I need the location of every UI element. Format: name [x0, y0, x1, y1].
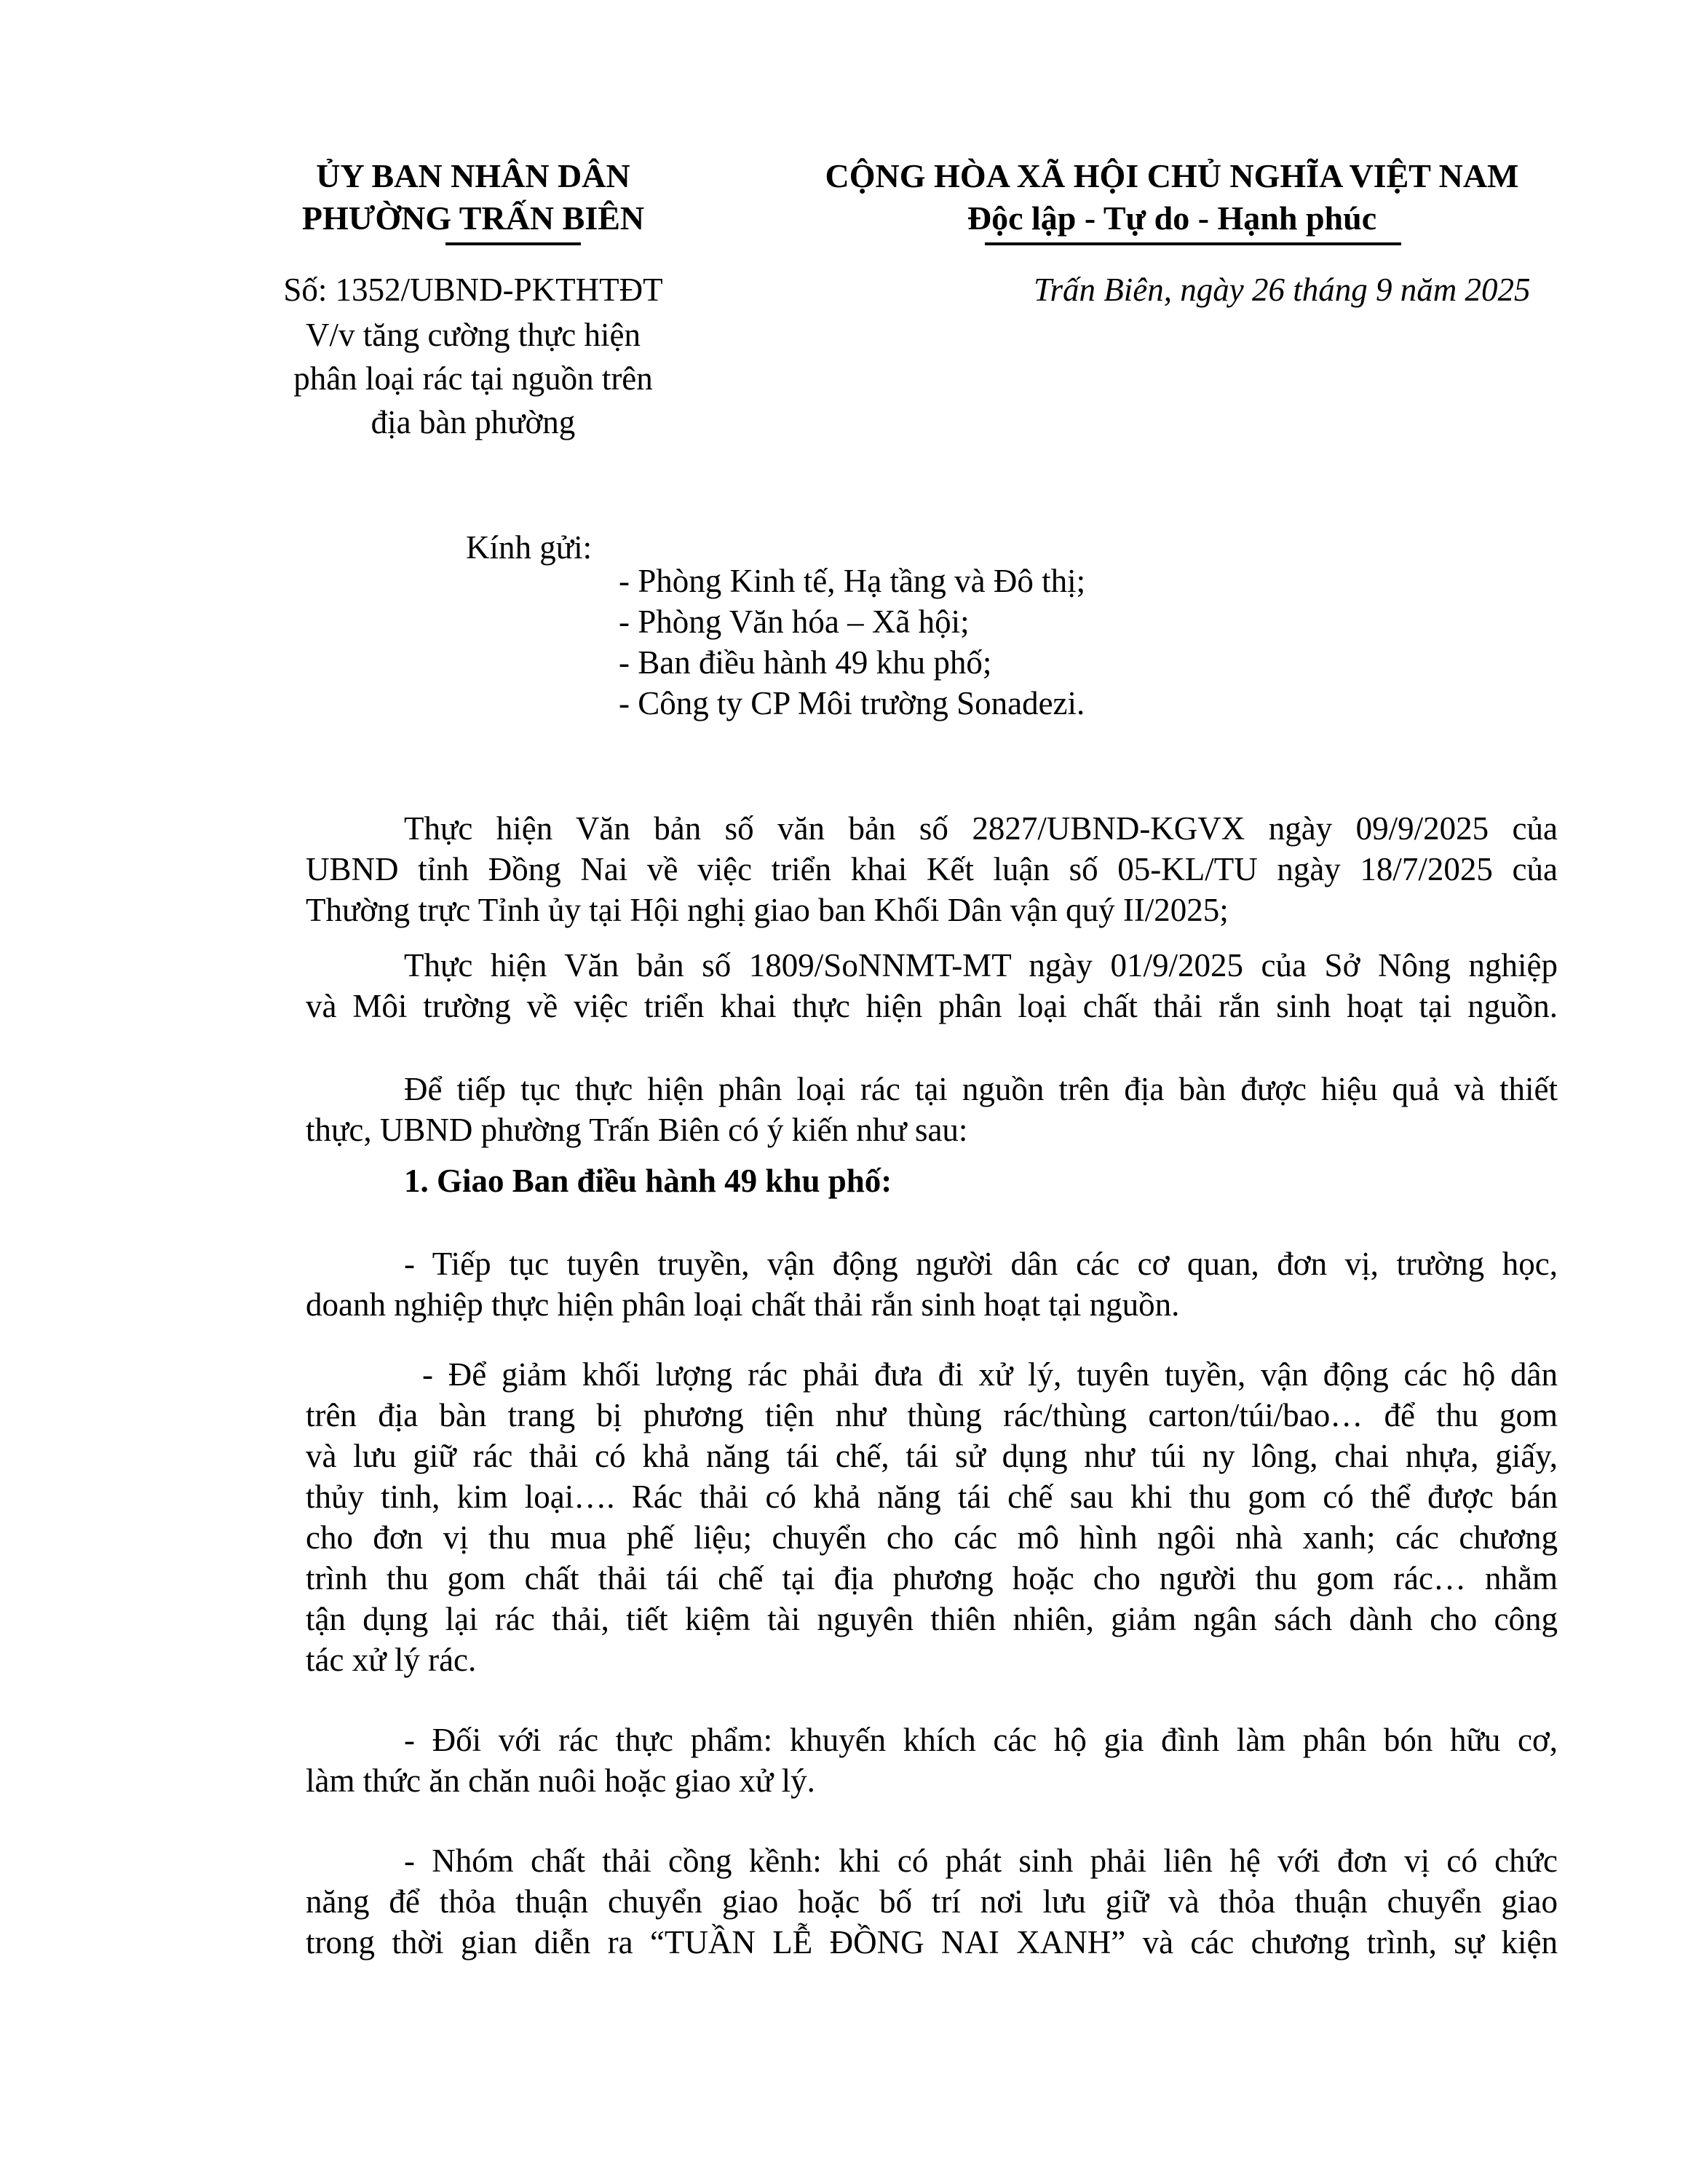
body-line: trình thu gom chất thải tái chế tại địa phương hoặc cho người thu gom rác… nhằm [306, 1560, 1558, 1597]
section-heading: 1. Giao Ban điều hành 49 khu phố: [404, 1163, 892, 1199]
body-text: - Đối với rác thực phẩm: khuyến khích các hộ gia đình làm phân bón hữu cơ, [404, 1722, 1558, 1758]
body-line: doanh nghiệp thực hiện phân loại chất thải rắn sinh hoạt tại nguồn. [306, 1286, 1180, 1323]
recipient-item: - Công ty CP Môi trường Sonadezi. [619, 685, 1085, 721]
subject-line: phân loại rác tại nguồn trên [293, 360, 653, 397]
agency-underline [445, 242, 581, 245]
nation-name: CỘNG HÒA XÃ HỘI CHỦ NGHĨA VIỆT NAM [825, 157, 1519, 194]
recipient-item: - Phòng Kinh tế, Hạ tầng và Đô thị; [619, 563, 1086, 599]
body-text: - Nhóm chất thải cồng kềnh: khi có phát sinh phải liên hệ với đơn vị có chức [404, 1843, 1558, 1879]
recipient-item: - Ban điều hành 49 khu phố; [619, 644, 992, 681]
body-line [306, 1353, 1558, 1396]
body-line: thực, UBND phường Trấn Biên có ý kiến như sau: [306, 1112, 968, 1148]
subject-line: địa bàn phường [371, 404, 576, 440]
body-text: - Để giảm khối lượng rác phải đưa đi xử lý, tuyên tuyền, vận động các hộ dân [422, 1356, 1558, 1393]
body-text: Thực hiện Văn bản số văn bản số 2827/UBND-KGVX ngày 09/9/2025 của [404, 810, 1558, 847]
body-line: thủy tinh, kim loại…. Rác thải có khả năng tái chế sau khi thu gom có thể được bán [306, 1479, 1558, 1515]
place-date: Trấn Biên, ngày 26 tháng 9 năm 2025 [1034, 272, 1531, 308]
body-line [306, 1067, 1558, 1111]
body-line [306, 1718, 1558, 1762]
body-line: tận dụng lại rác thải, tiết kiệm tài nguyên thiên nhiên, giảm ngân sách dành cho công [306, 1601, 1558, 1637]
motto-underline [985, 242, 1401, 245]
subject-line: V/v tăng cường thực hiện [306, 317, 641, 353]
body-line: và lưu giữ rác thải có khả năng tái chế, tái sử dụng như túi ny lông, chai nhựa, giấy, [306, 1438, 1558, 1474]
body-line: trên địa bàn trang bị phương tiện như thùng rác/thùng carton/túi/bao… để thu gom [306, 1397, 1558, 1433]
body-line [306, 943, 1558, 987]
nation-motto: Độc lập - Tự do - Hạnh phúc [967, 199, 1377, 237]
body-line: và Môi trường về việc triển khai thực hiện phân loại chất thải rắn sinh hoạt tại nguồn. [306, 988, 1558, 1024]
agency-name: ỦY BAN NHÂN DÂN [316, 157, 630, 194]
body-line [306, 1839, 1558, 1883]
body-text: Thực hiện Văn bản số 1809/SoNNMT-MT ngày 01/9/2025 của Sở Nông nghiệp [404, 947, 1558, 984]
body-line: năng để thỏa thuận chuyển giao hoặc bố trí nơi lưu giữ và thỏa thuận chuyển giao [306, 1883, 1558, 1920]
body-line: Thường trực Tỉnh ủy tại Hội nghị giao ban Khối Dân vận quý II/2025; [306, 892, 1229, 928]
body-line [306, 807, 1558, 850]
recipients-label: Kính gửi: [466, 529, 593, 566]
body-line: UBND tỉnh Đồng Nai về việc triển khai Kết luận số 05-KL/TU ngày 18/7/2025 của [306, 851, 1558, 887]
agency-ward: PHƯỜNG TRẤN BIÊN [301, 199, 645, 237]
body-line: cho đơn vị thu mua phế liệu; chuyển cho các mô hình ngôi nhà xanh; các chương [306, 1519, 1558, 1556]
recipient-item: - Phòng Văn hóa – Xã hội; [619, 604, 970, 640]
document-number: Số: 1352/UBND-PKTHTĐT [283, 272, 663, 308]
body-line: trong thời gian diễn ra “TUẦN LỄ ĐỒNG NAI XANH” và các chương trình, sự kiện [306, 1924, 1558, 1961]
body-text: - Tiếp tục tuyên truyền, vận động người dân các cơ quan, đơn vị, trường học, [404, 1246, 1558, 1282]
body-line: tác xử lý rác. [306, 1642, 477, 1678]
body-line: làm thức ăn chăn nuôi hoặc giao xử lý. [306, 1762, 815, 1799]
body-text: Để tiếp tục thực hiện phân loại rác tại nguồn trên địa bàn được hiệu quả và thiết [404, 1071, 1558, 1107]
body-line [306, 1242, 1558, 1286]
